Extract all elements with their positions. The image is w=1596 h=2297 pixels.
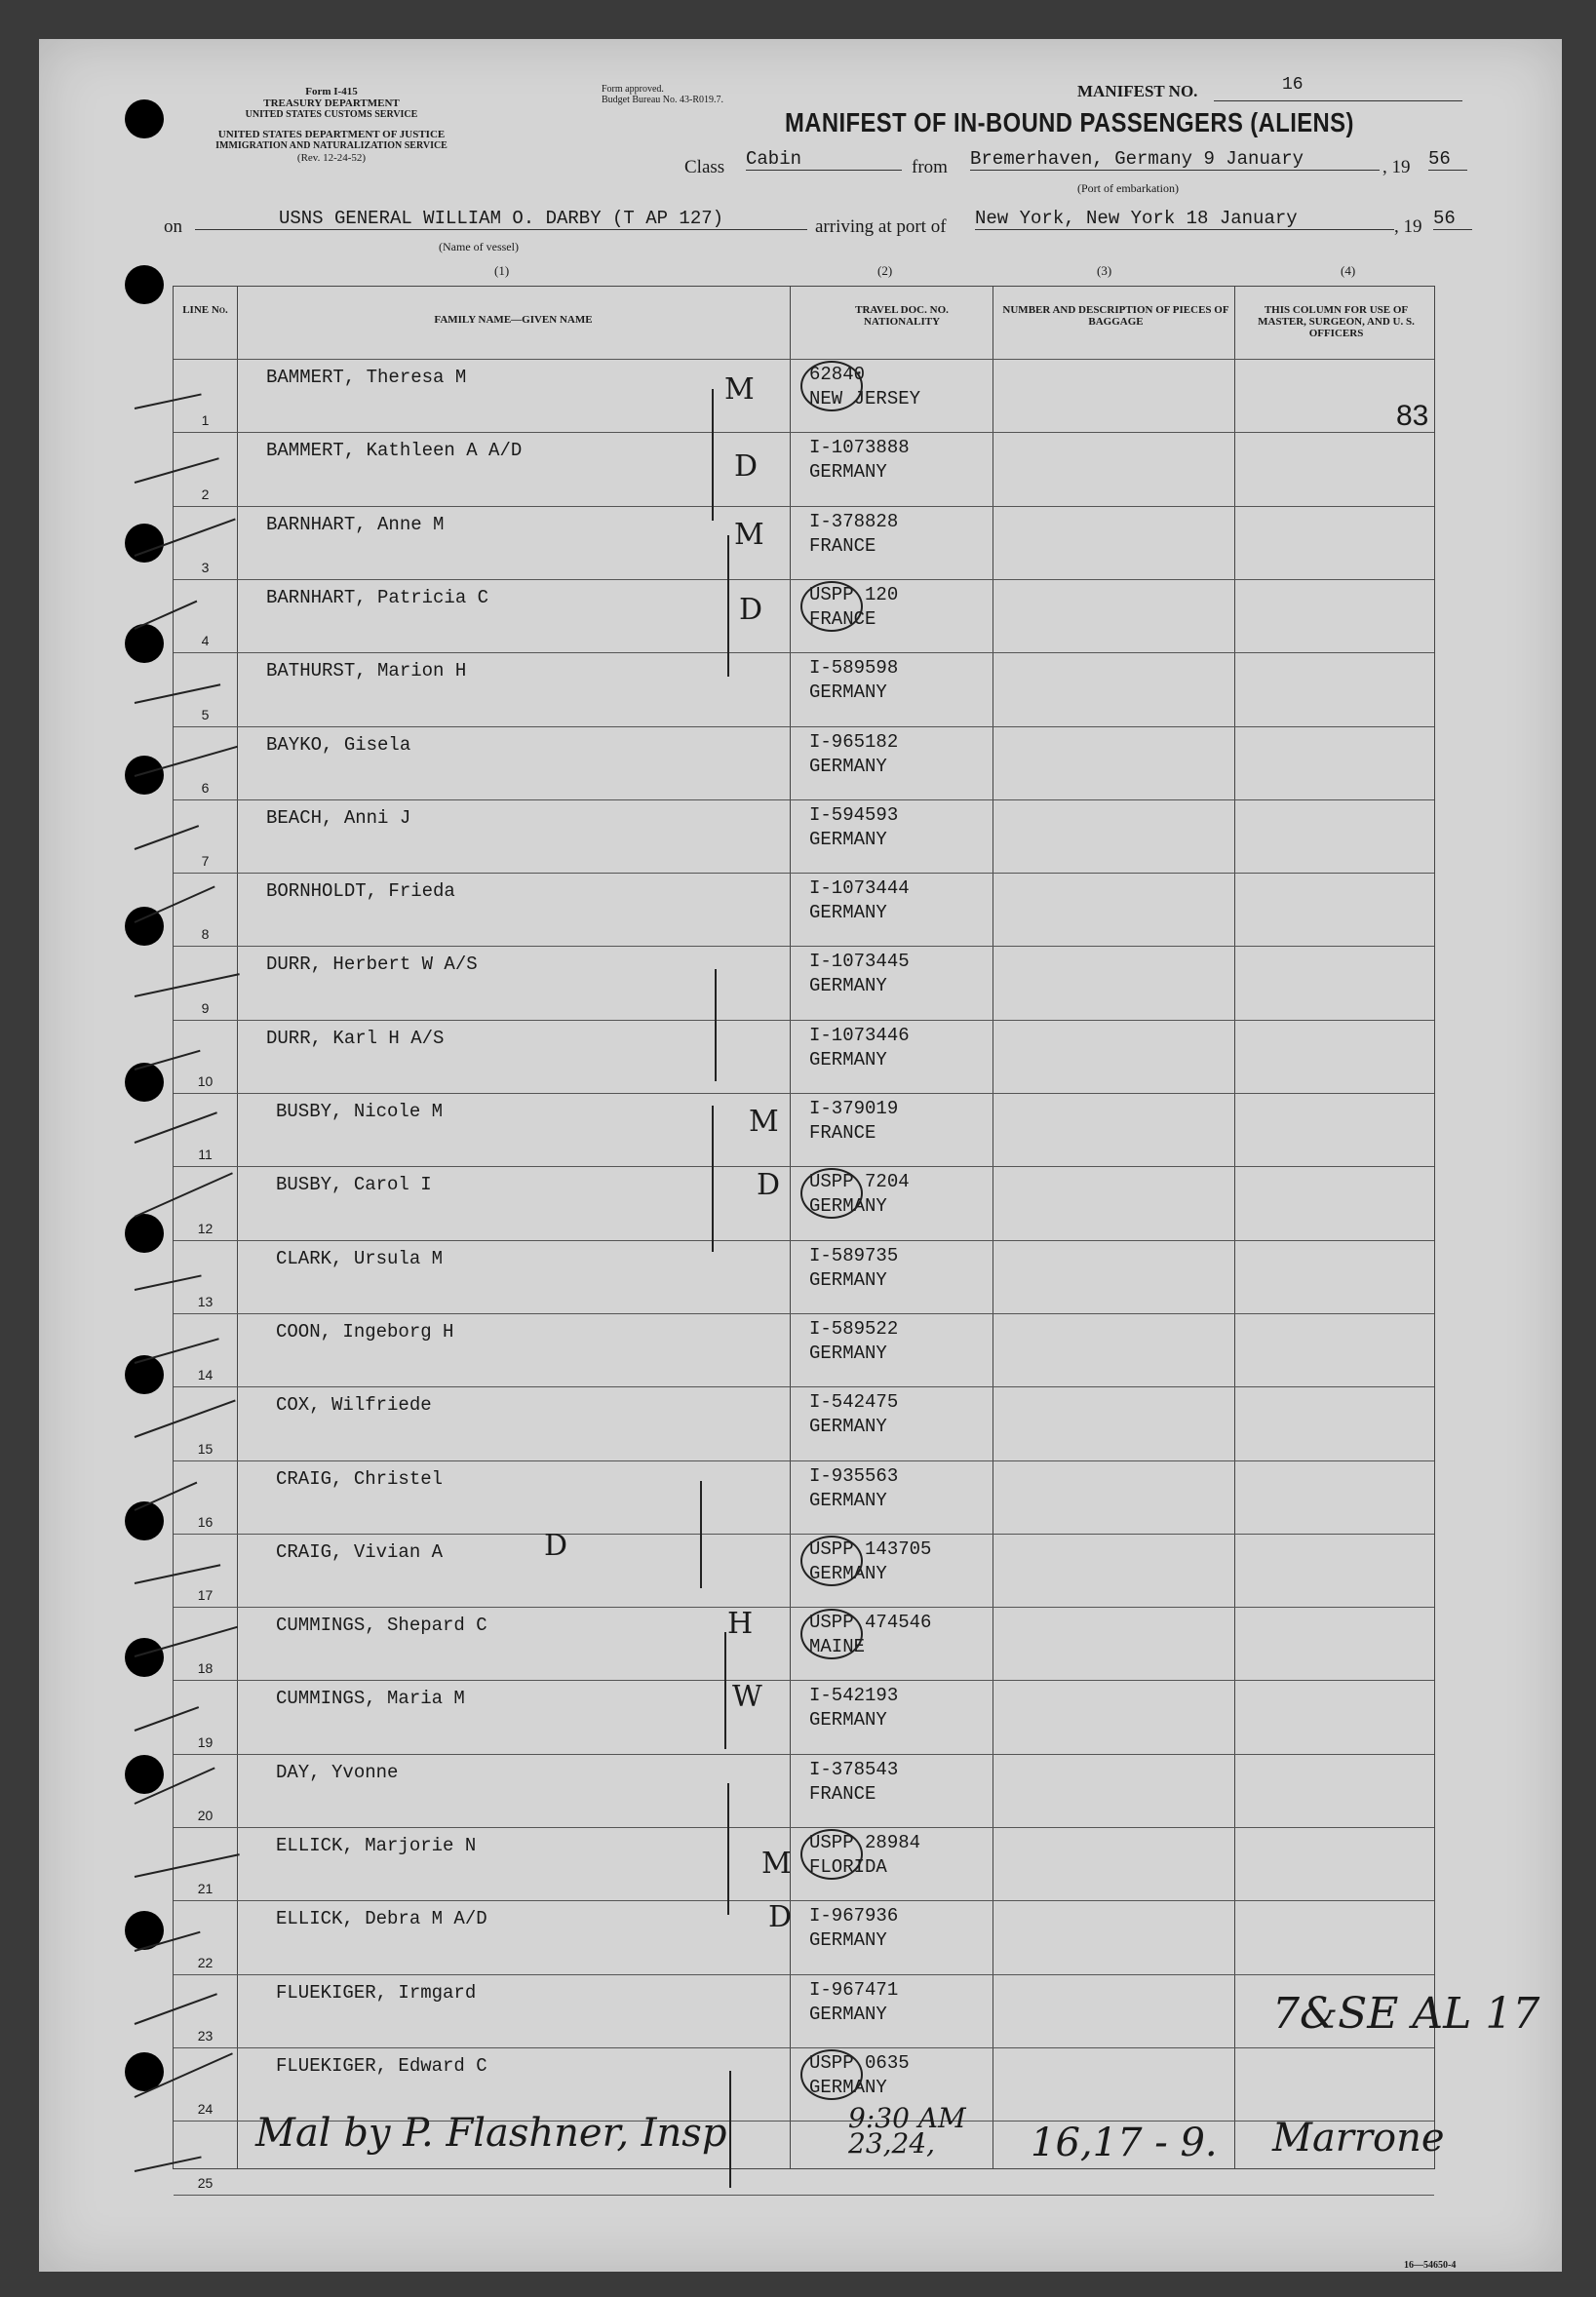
passenger-table bbox=[173, 286, 1435, 2191]
nationality: GERMANY bbox=[809, 755, 887, 777]
line-number: 22 bbox=[197, 1954, 214, 1970]
line-number: 15 bbox=[197, 1440, 214, 1457]
travel-doc-cell bbox=[809, 1390, 898, 1439]
punch-hole bbox=[125, 624, 164, 663]
relation-mark: W bbox=[732, 1680, 762, 1715]
line-number: 12 bbox=[197, 1220, 214, 1236]
doc-circle-mark bbox=[800, 361, 863, 411]
passenger-name: CUMMINGS, Shepard C bbox=[276, 1615, 487, 1637]
travel-doc-cell bbox=[809, 1244, 898, 1293]
nationality: MAINE bbox=[809, 1636, 866, 1658]
header-officers: THIS COLUMN FOR USE OF MASTER, SURGEON, AND U. S. OFFICERS bbox=[1258, 304, 1415, 339]
nationality: FRANCE bbox=[809, 534, 876, 557]
passenger-name: COX, Wilfriede bbox=[276, 1394, 432, 1417]
row-divider bbox=[174, 1166, 1434, 1167]
line-number: 20 bbox=[197, 1808, 214, 1823]
line-number: 2 bbox=[201, 486, 210, 502]
header-doc: TRAVEL DOC. NO. NATIONALITY bbox=[855, 304, 949, 328]
punch-hole bbox=[125, 1638, 164, 1677]
nationality: GERMANY bbox=[809, 1048, 887, 1071]
line-number: 11 bbox=[198, 1147, 213, 1163]
row-divider bbox=[174, 1093, 1434, 1094]
family-bracket bbox=[729, 2071, 731, 2188]
punch-hole bbox=[125, 1755, 164, 1794]
doc-circle-mark bbox=[800, 1536, 863, 1586]
passenger-name: BUSBY, Carol I bbox=[276, 1174, 432, 1196]
line-number: 23 bbox=[197, 2027, 214, 2044]
form-approved-block bbox=[602, 84, 723, 105]
family-bracket bbox=[715, 969, 717, 1081]
signoff-block bbox=[848, 2102, 966, 2160]
line-number: 21 bbox=[197, 1881, 214, 1897]
family-bracket bbox=[700, 1481, 702, 1588]
inspector-signoff: Mal by P. Flashner, Insp bbox=[255, 2111, 727, 2156]
column-divider bbox=[1234, 287, 1235, 2168]
relation-mark: M bbox=[749, 1105, 779, 1139]
nationality: GERMANY bbox=[809, 1342, 887, 1364]
line-number: 7 bbox=[201, 853, 210, 870]
relation-mark: M bbox=[734, 517, 764, 552]
row-divider bbox=[174, 432, 1434, 433]
travel-doc-number: I-589598 bbox=[809, 657, 899, 680]
manifest-no-label: MANIFEST NO. bbox=[1077, 82, 1198, 100]
row-divider bbox=[174, 652, 1434, 653]
travel-doc-number: USPP 7204 bbox=[809, 1171, 910, 1193]
row-divider bbox=[174, 946, 1434, 947]
travel-doc-number: I-589522 bbox=[809, 1317, 899, 1340]
line-number: 14 bbox=[197, 1367, 214, 1383]
row-divider bbox=[174, 1534, 1434, 1535]
nationality: GERMANY bbox=[809, 1489, 887, 1511]
row-divider bbox=[174, 1754, 1434, 1755]
line-number: 13 bbox=[197, 1293, 214, 1309]
passenger-name: CLARK, Ursula M bbox=[276, 1247, 444, 1269]
passenger-name: FLUEKIGER, Irmgard bbox=[276, 1981, 477, 2004]
family-bracket bbox=[712, 389, 714, 521]
form-revision: (Rev. 12-24-52) bbox=[296, 152, 367, 164]
on-label: on bbox=[164, 216, 182, 237]
nationality: GERMANY bbox=[809, 2076, 887, 2098]
manifest-no-underline bbox=[1214, 100, 1462, 101]
travel-doc-number: USPP 474546 bbox=[809, 1612, 932, 1634]
line-number: 4 bbox=[201, 633, 210, 649]
column-divider bbox=[237, 287, 238, 2168]
travel-doc-number: I-542475 bbox=[809, 1391, 899, 1414]
travel-doc-number: I-542193 bbox=[809, 1685, 899, 1707]
family-bracket bbox=[727, 535, 729, 677]
line-number: 24 bbox=[197, 2101, 214, 2118]
passenger-name: BORNHOLDT, Frieda bbox=[266, 880, 455, 903]
header-baggage: NUMBER AND DESCRIPTION OF PIECES OF BAGGAGE bbox=[1002, 304, 1229, 328]
passenger-name: CRAIG, Vivian A bbox=[276, 1540, 444, 1563]
arrival-port-value: New York, New York 18 January bbox=[975, 208, 1394, 230]
travel-doc-cell bbox=[809, 950, 910, 998]
column-number: (3) bbox=[1097, 263, 1112, 278]
customs-service: UNITED STATES CUSTOMS SERVICE bbox=[245, 109, 418, 120]
relation-mark: H bbox=[727, 1607, 754, 1642]
row-divider bbox=[174, 579, 1434, 580]
form-approved: Form approved. bbox=[602, 84, 664, 95]
line-number: 17 bbox=[197, 1587, 214, 1604]
nationality: NEW JERSEY bbox=[809, 388, 921, 409]
travel-doc-number: I-967471 bbox=[809, 1978, 899, 2001]
line-number: 9 bbox=[201, 999, 210, 1016]
manifest-no-value: 16 bbox=[1282, 75, 1304, 95]
travel-doc-cell bbox=[809, 1684, 898, 1732]
row-divider bbox=[174, 1680, 1434, 1681]
year-prefix: , 19 bbox=[1382, 157, 1411, 177]
form-number: Form I-415 bbox=[305, 86, 358, 97]
form-agency-block bbox=[117, 86, 546, 164]
travel-doc-cell bbox=[809, 876, 910, 925]
column-number: (4) bbox=[1341, 263, 1356, 278]
line-number: 6 bbox=[201, 779, 210, 796]
nationality: GERMANY bbox=[809, 2003, 887, 2025]
passenger-name: BAMMERT, Theresa M bbox=[266, 367, 467, 388]
nationality: GERMANY bbox=[809, 975, 887, 997]
family-bracket bbox=[712, 1106, 714, 1252]
signoff-initials: Marrone bbox=[1272, 2116, 1445, 2161]
nationality: FRANCE bbox=[809, 1122, 876, 1144]
travel-doc-cell bbox=[809, 1024, 910, 1072]
nationality: GERMANY bbox=[809, 828, 887, 850]
travel-doc-number: 62840 bbox=[809, 364, 866, 385]
passenger-name: BATHURST, Marion H bbox=[266, 660, 467, 682]
port-note: (Port of embarkation) bbox=[1077, 181, 1179, 195]
class-value: Cabin bbox=[746, 148, 902, 171]
row-divider bbox=[174, 1386, 1434, 1387]
doc-circle-mark bbox=[800, 1168, 863, 1219]
travel-doc-number: I-1073446 bbox=[809, 1024, 910, 1046]
budget-bureau: Budget Bureau No. 43-R019.7. bbox=[602, 95, 723, 105]
relation-mark: D bbox=[739, 592, 763, 627]
row-divider bbox=[174, 506, 1434, 507]
row-divider bbox=[174, 1974, 1434, 1975]
relation-mark: M bbox=[761, 1847, 792, 1881]
row-divider bbox=[174, 1900, 1434, 1901]
passenger-name: DAY, Yvonne bbox=[276, 1761, 399, 1783]
travel-doc-number: I-378543 bbox=[809, 1758, 899, 1780]
justice-dept: UNITED STATES DEPARTMENT OF JUSTICE bbox=[217, 129, 446, 140]
vessel-note: (Name of vessel) bbox=[439, 240, 519, 253]
line-number: 18 bbox=[197, 1660, 214, 1677]
punch-hole bbox=[125, 756, 164, 795]
nationality: GERMANY bbox=[809, 1268, 887, 1291]
travel-doc-number: I-379019 bbox=[809, 1098, 899, 1119]
treasury-dept: TREASURY DEPARTMENT bbox=[263, 97, 400, 109]
travel-doc-number: I-594593 bbox=[809, 803, 899, 826]
doc-circle-mark bbox=[800, 1609, 863, 1659]
line-number: 8 bbox=[201, 926, 210, 943]
nationality: GERMANY bbox=[809, 681, 887, 704]
nationality: GERMANY bbox=[809, 1929, 887, 1952]
row-divider bbox=[174, 1607, 1434, 1608]
officer-note: 7&SE AL 17 bbox=[1272, 1989, 1540, 2039]
passenger-name: DURR, Herbert W A/S bbox=[266, 954, 478, 976]
travel-doc-cell bbox=[809, 1464, 898, 1513]
nationality: GERMANY bbox=[809, 1195, 887, 1218]
signoff-numbers: 16,17 - 9. bbox=[1031, 2121, 1218, 2165]
nationality: GERMANY bbox=[809, 1562, 887, 1584]
nationality: GERMANY bbox=[809, 1709, 887, 1732]
travel-doc-number: I-589735 bbox=[809, 1244, 899, 1266]
officer-count: 83 bbox=[1396, 400, 1429, 432]
page-title: MANIFEST OF IN-BOUND PASSENGERS (ALIENS) bbox=[785, 107, 1354, 137]
row-divider bbox=[174, 799, 1434, 800]
departure-year-value: 56 bbox=[1428, 148, 1467, 171]
relation-mark: D bbox=[768, 1900, 793, 1935]
passenger-name: DURR, Karl H A/S bbox=[266, 1027, 445, 1049]
travel-doc-cell bbox=[809, 436, 910, 485]
travel-doc-number: I-965182 bbox=[809, 730, 899, 753]
travel-doc-cell bbox=[809, 1904, 898, 1953]
nationality: FRANCE bbox=[809, 607, 876, 630]
passenger-name: BAMMERT, Kathleen A A/D bbox=[266, 440, 523, 462]
punch-hole bbox=[125, 265, 164, 304]
row-divider bbox=[174, 873, 1434, 874]
doc-circle-mark bbox=[800, 581, 863, 632]
arrival-year-value: 56 bbox=[1433, 208, 1472, 230]
column-number: (1) bbox=[494, 263, 510, 278]
line-number: 10 bbox=[197, 1073, 214, 1089]
travel-doc-number: I-1073445 bbox=[809, 951, 910, 973]
line-number: 5 bbox=[201, 706, 210, 722]
travel-doc-number: USPP 28984 bbox=[809, 1832, 921, 1853]
row-divider bbox=[174, 1460, 1434, 1461]
punch-hole bbox=[125, 1501, 164, 1540]
row-divider bbox=[174, 2195, 1434, 2196]
travel-doc-number: USPP 120 bbox=[809, 583, 899, 605]
travel-doc-cell bbox=[809, 1758, 898, 1807]
line-number: 25 bbox=[197, 2174, 214, 2191]
relation-mark: D bbox=[757, 1168, 781, 1203]
travel-doc-number: I-967936 bbox=[809, 1905, 899, 1927]
line-number: 19 bbox=[197, 1733, 214, 1750]
relation-mark: M bbox=[724, 372, 755, 407]
doc-circle-mark bbox=[800, 1829, 863, 1880]
passenger-name: ELLICK, Marjorie N bbox=[276, 1835, 477, 1856]
header-name: FAMILY NAME—GIVEN NAME bbox=[434, 314, 593, 326]
header-line-no: LINE No. bbox=[182, 304, 228, 316]
travel-doc-cell bbox=[809, 730, 898, 779]
travel-doc-number: I-935563 bbox=[809, 1464, 899, 1487]
passenger-name: FLUEKIGER, Edward C bbox=[276, 2054, 487, 2077]
row-divider bbox=[174, 1020, 1434, 1021]
travel-doc-number: I-1073444 bbox=[809, 877, 910, 900]
punch-hole bbox=[125, 1063, 164, 1102]
line-number: 3 bbox=[201, 559, 210, 575]
travel-doc-cell bbox=[809, 656, 898, 705]
relation-mark: D bbox=[734, 449, 759, 485]
passenger-name: CRAIG, Christel bbox=[276, 1467, 444, 1490]
relation-mark: D bbox=[544, 1528, 568, 1563]
passenger-name: ELLICK, Debra M A/D bbox=[276, 1908, 487, 1930]
passenger-name: BARNHART, Anne M bbox=[266, 513, 445, 535]
travel-doc-number: USPP 0635 bbox=[809, 2051, 910, 2074]
arriving-label: arriving at port of bbox=[815, 216, 947, 237]
row-divider bbox=[174, 1827, 1434, 1828]
row-divider bbox=[174, 1313, 1434, 1314]
embarkation-port-value: Bremerhaven, Germany 9 January bbox=[970, 148, 1380, 171]
punch-hole bbox=[125, 524, 164, 563]
row-divider bbox=[174, 1240, 1434, 1241]
nationality: FRANCE bbox=[809, 1782, 876, 1805]
family-bracket bbox=[727, 1783, 729, 1915]
travel-doc-cell bbox=[809, 1097, 898, 1146]
passenger-name: CUMMINGS, Maria M bbox=[276, 1688, 465, 1710]
ins-service: IMMIGRATION AND NATURALIZATION SERVICE bbox=[215, 140, 448, 151]
passenger-name: BAYKO, Gisela bbox=[266, 733, 411, 756]
row-divider bbox=[174, 2047, 1434, 2048]
passenger-name: BEACH, Anni J bbox=[266, 806, 411, 829]
signoff-time: 9:30 AM bbox=[848, 2102, 966, 2134]
from-label: from bbox=[912, 157, 948, 177]
header-divider bbox=[174, 359, 1434, 360]
travel-doc-number: USPP 143705 bbox=[809, 1538, 932, 1560]
passenger-name: COON, Ingeborg H bbox=[276, 1320, 454, 1343]
column-number: (2) bbox=[877, 263, 893, 278]
vessel-value: USNS GENERAL WILLIAM O. DARBY (T AP 127) bbox=[195, 208, 807, 230]
passenger-name: BARNHART, Patricia C bbox=[266, 586, 489, 608]
line-number: 1 bbox=[201, 412, 210, 429]
nationality: FLORIDA bbox=[809, 1856, 887, 1878]
nationality: GERMANY bbox=[809, 1416, 887, 1438]
nationality: GERMANY bbox=[809, 461, 887, 484]
travel-doc-cell bbox=[809, 1317, 898, 1366]
class-label: Class bbox=[684, 157, 725, 177]
doc-circle-mark bbox=[800, 2049, 863, 2100]
nationality: GERMANY bbox=[809, 902, 887, 924]
row-divider bbox=[174, 726, 1434, 727]
passenger-name: BUSBY, Nicole M bbox=[276, 1101, 444, 1122]
footer-code: 16—54650-4 bbox=[1404, 2260, 1457, 2271]
travel-doc-cell bbox=[809, 803, 898, 852]
travel-doc-number: I-378828 bbox=[809, 510, 899, 532]
signoff-lines: 23,24, bbox=[848, 2127, 936, 2160]
punch-hole bbox=[125, 1214, 164, 1253]
travel-doc-cell bbox=[809, 510, 898, 559]
year-prefix: , 19 bbox=[1394, 216, 1422, 237]
travel-doc-cell bbox=[809, 1978, 898, 2027]
line-number: 16 bbox=[197, 1513, 214, 1530]
travel-doc-number: I-1073888 bbox=[809, 437, 910, 459]
column-divider bbox=[790, 287, 791, 2168]
family-bracket bbox=[724, 1632, 726, 1749]
